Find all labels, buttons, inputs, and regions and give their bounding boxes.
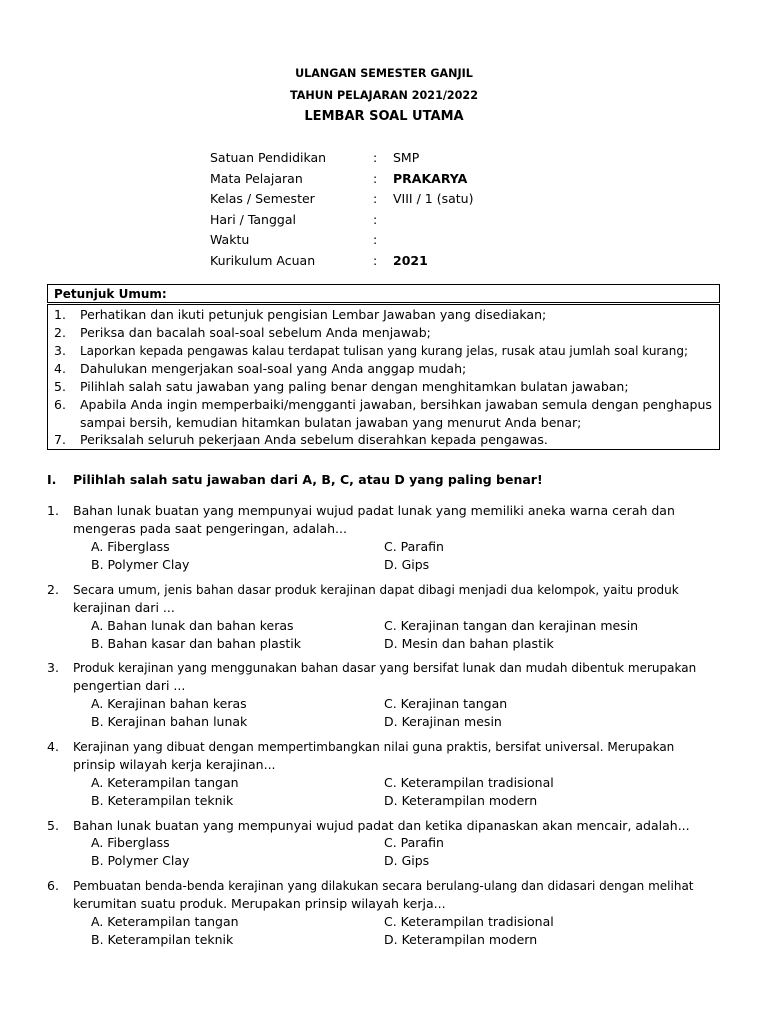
- info-value: PRAKARYA: [393, 171, 468, 186]
- instruction-number: 2.: [54, 325, 66, 340]
- question-text: Pembuatan benda-benda kerajinan yang dilakukan secara berulang-ulang dan didasari dengan melihat: [73, 879, 694, 893]
- info-label: Kelas / Semester: [210, 191, 315, 206]
- option-a[interactable]: A. Keterampilan tangan: [91, 775, 239, 790]
- option-a[interactable]: A. Keterampilan tangan: [91, 914, 239, 929]
- info-label: Satuan Pendidikan: [210, 150, 327, 165]
- info-colon: :: [373, 232, 378, 247]
- instruction-text-continued: sampai bersih, kemudian hitamkan bulatan jawaban yang menurut Anda benar;: [80, 415, 582, 430]
- option-d[interactable]: D. Keterampilan modern: [384, 932, 538, 947]
- info-colon: :: [373, 253, 378, 268]
- question-number: 4.: [47, 739, 59, 754]
- instructions-title: Petunjuk Umum:: [54, 287, 167, 301]
- info-colon: :: [373, 191, 378, 206]
- option-b[interactable]: B. Polymer Clay: [91, 853, 190, 868]
- question-text-continued: prinsip wilayah kerja kerajinan...: [73, 757, 276, 772]
- instruction-text: Perhatikan dan ikuti petunjuk pengisian Lembar Jawaban yang disediakan;: [80, 307, 547, 322]
- instruction-number: 7.: [54, 432, 66, 447]
- option-d[interactable]: D. Gips: [384, 853, 430, 868]
- instructions-title-box: [47, 284, 720, 303]
- header-line-2: TAHUN PELAJARAN 2021/2022: [290, 89, 478, 102]
- question-text-continued: kerajinan dari ...: [73, 600, 175, 615]
- option-d[interactable]: D. Gips: [384, 557, 430, 572]
- question-text-continued: mengeras pada saat pengeringan, adalah...: [73, 521, 347, 536]
- info-label: Mata Pelajaran: [210, 171, 303, 186]
- info-label: Kurikulum Acuan: [210, 253, 316, 268]
- option-a[interactable]: A. Fiberglass: [91, 835, 170, 850]
- info-colon: :: [373, 171, 378, 186]
- instruction-text: Pilihlah salah satu jawaban yang paling benar dengan menghitamkan bulatan jawaban;: [80, 379, 629, 394]
- option-a[interactable]: A. Bahan lunak dan bahan keras: [91, 618, 294, 633]
- instruction-number: 1.: [54, 307, 66, 322]
- option-b[interactable]: B. Keterampilan teknik: [91, 932, 234, 947]
- option-a[interactable]: A. Fiberglass: [91, 539, 170, 554]
- option-a[interactable]: A. Kerajinan bahan keras: [91, 696, 247, 711]
- question-text: Kerajinan yang dibuat dengan mempertimbangkan nilai guna praktis, bersifat universal. Merupakan: [73, 740, 675, 754]
- info-colon: :: [373, 150, 378, 165]
- option-c[interactable]: C. Kerajinan tangan: [384, 696, 508, 711]
- instruction-text: Apabila Anda ingin memperbaiki/mengganti jawaban, bersihkan jawaban semula dengan penghapus: [80, 397, 712, 412]
- question-number: 6.: [47, 878, 59, 893]
- info-value: SMP: [393, 150, 420, 165]
- option-c[interactable]: C. Kerajinan tangan dan kerajinan mesin: [384, 618, 639, 633]
- instruction-number: 3.: [54, 343, 66, 358]
- instruction-text: Periksa dan bacalah soal-soal sebelum Anda menjawab;: [80, 325, 431, 340]
- question-text-continued: pengertian dari ...: [73, 678, 186, 693]
- instruction-number: 5.: [54, 379, 66, 394]
- instruction-number: 4.: [54, 361, 66, 376]
- question-number: 5.: [47, 818, 59, 833]
- info-value: VIII / 1 (satu): [393, 191, 474, 206]
- question-number: 3.: [47, 660, 59, 675]
- info-value: 2021: [393, 253, 428, 268]
- option-b[interactable]: B. Kerajinan bahan lunak: [91, 714, 248, 729]
- question-text-continued: kerumitan suatu produk. Merupakan prinsip wilayah kerja...: [73, 896, 446, 911]
- option-b[interactable]: B. Bahan kasar dan bahan plastik: [91, 636, 301, 651]
- option-d[interactable]: D. Kerajinan mesin: [384, 714, 502, 729]
- section-number: I.: [47, 472, 57, 487]
- question-text: Secara umum, jenis bahan dasar produk kerajinan dapat dibagi menjadi dua kelompok, yaitu produk: [73, 583, 679, 597]
- question-text: Bahan lunak buatan yang mempunyai wujud padat dan ketika dipanaskan akan mencair, adalah...: [73, 818, 690, 833]
- info-colon: :: [373, 212, 378, 227]
- option-c[interactable]: C. Keterampilan tradisional: [384, 914, 554, 929]
- instruction-text: Periksalah seluruh pekerjaan Anda sebelum diserahkan kepada pengawas.: [80, 432, 548, 447]
- info-label: Waktu: [210, 232, 250, 247]
- instruction-text: Dahulukan mengerjakan soal-soal yang Anda anggap mudah;: [80, 361, 467, 376]
- question-text: Produk kerajinan yang menggunakan bahan dasar yang bersifat lunak dan mudah dibentuk merupakan: [73, 661, 697, 675]
- instructions-box: [47, 304, 720, 450]
- option-c[interactable]: C. Keterampilan tradisional: [384, 775, 554, 790]
- info-label: Hari / Tanggal: [210, 212, 296, 227]
- option-c[interactable]: C. Parafin: [384, 835, 444, 850]
- section-title: Pilihlah salah satu jawaban dari A, B, C, atau D yang paling benar!: [73, 472, 543, 487]
- option-d[interactable]: D. Mesin dan bahan plastik: [384, 636, 554, 651]
- option-d[interactable]: D. Keterampilan modern: [384, 793, 538, 808]
- option-c[interactable]: C. Parafin: [384, 539, 444, 554]
- question-number: 1.: [47, 503, 59, 518]
- option-b[interactable]: B. Polymer Clay: [91, 557, 190, 572]
- question-text: Bahan lunak buatan yang mempunyai wujud padat lunak yang memiliki aneka warna cerah dan: [73, 503, 675, 518]
- header-line-1: ULANGAN SEMESTER GANJIL: [295, 67, 473, 80]
- page-title: LEMBAR SOAL UTAMA: [304, 109, 464, 124]
- instruction-number: 6.: [54, 397, 66, 412]
- question-number: 2.: [47, 582, 59, 597]
- instruction-text: Laporkan kepada pengawas kalau terdapat tulisan yang kurang jelas, rusak atau jumlah soal kurang;: [80, 344, 688, 358]
- option-b[interactable]: B. Keterampilan teknik: [91, 793, 234, 808]
